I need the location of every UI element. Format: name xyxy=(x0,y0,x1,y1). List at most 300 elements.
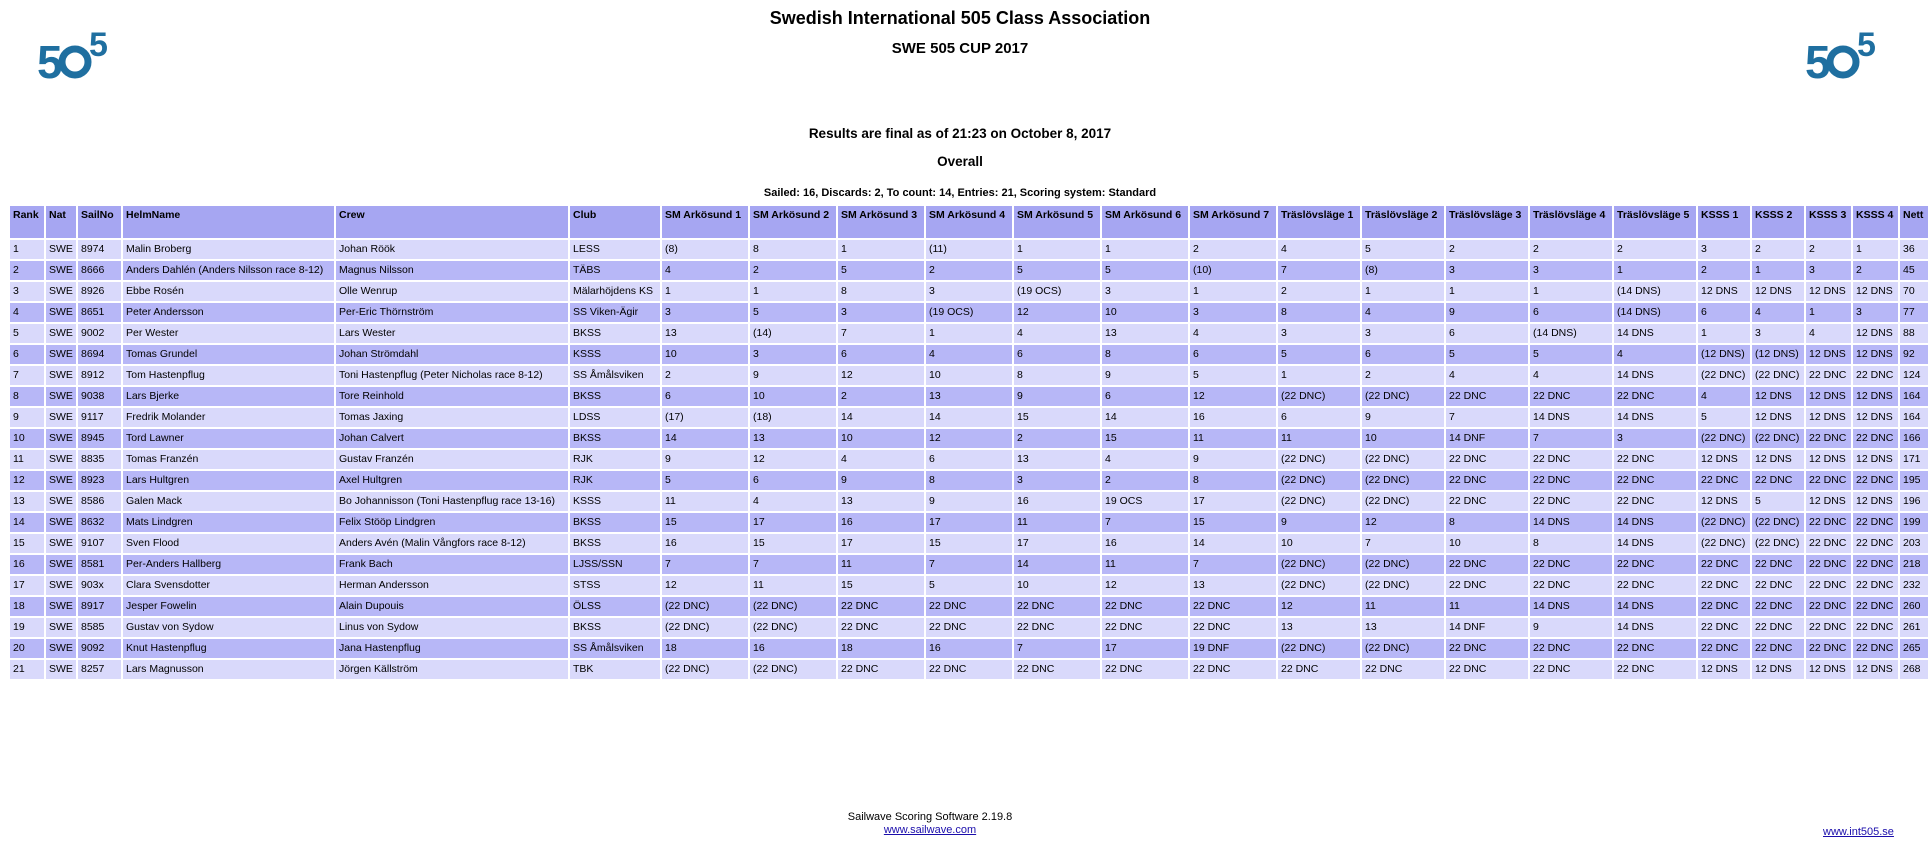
table-cell: 13 xyxy=(1278,618,1360,637)
table-cell: BKSS xyxy=(570,513,660,532)
table-cell: 22 DNC xyxy=(1190,660,1276,679)
table-cell: 8945 xyxy=(78,429,121,448)
table-cell: 7 xyxy=(1102,513,1188,532)
column-header: SM Arkösund 1 xyxy=(662,206,748,238)
table-cell: KSSS xyxy=(570,492,660,511)
table-cell: 77 xyxy=(1900,303,1928,322)
table-cell: 22 DNC xyxy=(1446,639,1528,658)
table-cell: 2 xyxy=(1446,240,1528,259)
table-cell: 22 DNC xyxy=(1278,660,1360,679)
table-cell: Per-Eric Thörnström xyxy=(336,303,568,322)
table-cell: 17 xyxy=(838,534,924,553)
table-cell: 17 xyxy=(1190,492,1276,511)
table-cell: 88 xyxy=(1900,324,1928,343)
table-cell: 14 DNS xyxy=(1530,513,1612,532)
table-cell: 5 xyxy=(10,324,44,343)
table-cell: 12 DNS xyxy=(1806,450,1851,469)
table-cell: 17 xyxy=(750,513,836,532)
table-cell: Lars Bjerke xyxy=(123,387,334,406)
table-cell: (11) xyxy=(926,240,1012,259)
table-cell: 22 DNC xyxy=(1614,576,1696,595)
table-cell: STSS xyxy=(570,576,660,595)
table-cell: (22 DNC) xyxy=(662,660,748,679)
table-cell: 13 xyxy=(838,492,924,511)
table-cell: 1 xyxy=(1190,282,1276,301)
table-cell: 8257 xyxy=(78,660,121,679)
table-cell: 3 xyxy=(1698,240,1750,259)
table-cell: 22 DNC xyxy=(1530,471,1612,490)
table-cell: (22 DNC) xyxy=(1698,366,1750,385)
table-cell: 17 xyxy=(1014,534,1100,553)
table-cell: 10 xyxy=(926,366,1012,385)
table-cell: 4 xyxy=(1362,303,1444,322)
table-cell: 203 xyxy=(1900,534,1928,553)
table-cell: 4 xyxy=(662,261,748,280)
table-cell: 16 xyxy=(1014,492,1100,511)
table-cell: (22 DNC) xyxy=(750,660,836,679)
table-row xyxy=(10,576,1928,595)
column-header: Club xyxy=(570,206,660,238)
table-cell: (8) xyxy=(1362,261,1444,280)
table-cell: 70 xyxy=(1900,282,1928,301)
svg-text:5: 5 xyxy=(1805,36,1831,88)
table-cell: 2 xyxy=(1614,240,1696,259)
table-cell: 22 DNC xyxy=(1530,576,1612,595)
table-cell: 19 xyxy=(10,618,44,637)
column-header: Träslövsläge 1 xyxy=(1278,206,1360,238)
table-cell: 20 xyxy=(10,639,44,658)
column-header: Nett xyxy=(1900,206,1928,238)
table-cell: 8974 xyxy=(78,240,121,259)
table-row xyxy=(10,513,1928,532)
table-cell: Olle Wenrup xyxy=(336,282,568,301)
table-cell: 22 DNC xyxy=(1752,555,1804,574)
column-header: KSSS 1 xyxy=(1698,206,1750,238)
table-cell: Herman Andersson xyxy=(336,576,568,595)
table-cell: (12 DNS) xyxy=(1698,345,1750,364)
table-cell: (22 DNC) xyxy=(1278,450,1360,469)
table-cell: 5 xyxy=(1698,408,1750,427)
table-cell: 16 xyxy=(10,555,44,574)
table-cell: 14 DNS xyxy=(1614,513,1696,532)
table-cell: 11 xyxy=(1362,597,1444,616)
table-cell: 22 DNC xyxy=(1752,471,1804,490)
table-cell: 2 xyxy=(1362,366,1444,385)
table-cell: (22 DNC) xyxy=(662,597,748,616)
table-cell: Anders Dahlén (Anders Nilsson race 8-12) xyxy=(123,261,334,280)
table-cell: SS Åmålsviken xyxy=(570,366,660,385)
table-cell: 5 xyxy=(926,576,1012,595)
table-cell: SWE xyxy=(46,639,76,658)
table-cell: 10 xyxy=(838,429,924,448)
table-cell: 7 xyxy=(662,555,748,574)
table-cell: (22 DNC) xyxy=(1278,576,1360,595)
table-cell: 14 DNF xyxy=(1446,429,1528,448)
table-cell: 2 xyxy=(838,387,924,406)
table-row xyxy=(10,366,1928,385)
table-cell: 3 xyxy=(662,303,748,322)
svg-text:5: 5 xyxy=(37,36,63,88)
table-cell: 9117 xyxy=(78,408,121,427)
table-cell: (22 DNC) xyxy=(750,618,836,637)
table-cell: 6 xyxy=(10,345,44,364)
table-cell: 171 xyxy=(1900,450,1928,469)
table-cell: 2 xyxy=(1190,240,1276,259)
table-cell: 1 xyxy=(926,324,1012,343)
table-cell: 22 DNC xyxy=(838,597,924,616)
table-cell: RJK xyxy=(570,471,660,490)
table-cell: (12 DNS) xyxy=(1752,345,1804,364)
table-cell: Johan Calvert xyxy=(336,429,568,448)
table-cell: 12 xyxy=(1014,303,1100,322)
table-cell: Felix Stööp Lindgren xyxy=(336,513,568,532)
table-cell: 15 xyxy=(926,534,1012,553)
table-cell: 22 DNC xyxy=(1853,597,1898,616)
table-cell: 14 DNS xyxy=(1614,324,1696,343)
table-cell: 6 xyxy=(1530,303,1612,322)
table-cell: 5 xyxy=(1014,261,1100,280)
table-cell: 1 xyxy=(1014,240,1100,259)
table-cell: 22 DNC xyxy=(838,660,924,679)
table-cell: 12 DNS xyxy=(1698,492,1750,511)
table-cell: 22 DNC xyxy=(1853,513,1898,532)
table-cell: 12 DNS xyxy=(1853,450,1898,469)
table-cell: 11 xyxy=(1278,429,1360,448)
column-header: SM Arkösund 6 xyxy=(1102,206,1188,238)
table-cell: 17 xyxy=(926,513,1012,532)
table-cell: 1 xyxy=(10,240,44,259)
table-cell: 12 DNS xyxy=(1806,282,1851,301)
table-cell: (22 DNC) xyxy=(1752,429,1804,448)
results-group: Overall xyxy=(937,154,983,169)
table-cell: 14 DNS xyxy=(1614,534,1696,553)
table-cell: Mats Lindgren xyxy=(123,513,334,532)
table-cell: 8666 xyxy=(78,261,121,280)
table-cell: 13 xyxy=(1014,450,1100,469)
table-cell: 22 DNC xyxy=(1853,366,1898,385)
table-cell: 7 xyxy=(1278,261,1360,280)
table-cell: 4 xyxy=(1102,450,1188,469)
table-cell: 22 DNC xyxy=(1853,534,1898,553)
table-cell: 22 DNC xyxy=(1362,660,1444,679)
table-cell: Tom Hastenpflug xyxy=(123,366,334,385)
table-cell: Johan Strömdahl xyxy=(336,345,568,364)
table-cell: 12 DNS xyxy=(1752,282,1804,301)
table-cell: 8632 xyxy=(78,513,121,532)
table-cell: 22 DNC xyxy=(1614,471,1696,490)
table-row xyxy=(10,618,1928,637)
table-cell: 13 xyxy=(1362,618,1444,637)
table-cell: 22 DNC xyxy=(1530,639,1612,658)
table-cell: 3 xyxy=(1014,471,1100,490)
table-cell: Tomas Franzén xyxy=(123,450,334,469)
table-cell: 1 xyxy=(1853,240,1898,259)
column-header: SM Arkösund 2 xyxy=(750,206,836,238)
table-cell: (8) xyxy=(662,240,748,259)
table-cell: 16 xyxy=(750,639,836,658)
table-cell: 10 xyxy=(1102,303,1188,322)
table-cell: 4 xyxy=(1530,366,1612,385)
table-cell: 6 xyxy=(662,387,748,406)
table-cell: 36 xyxy=(1900,240,1928,259)
table-cell: 22 DNC xyxy=(1698,597,1750,616)
table-cell: 22 DNC xyxy=(1014,660,1100,679)
page-title: Swedish International 505 Class Association xyxy=(769,8,1151,28)
table-cell: 1 xyxy=(1530,282,1612,301)
table-cell: (22 DNC) xyxy=(1278,387,1360,406)
table-cell: 3 xyxy=(1190,303,1276,322)
table-cell: 7 xyxy=(1362,534,1444,553)
table-cell: BKSS xyxy=(570,324,660,343)
table-cell: 9 xyxy=(1362,408,1444,427)
table-cell: SWE xyxy=(46,471,76,490)
table-row xyxy=(10,492,1928,511)
table-cell: Anders Avén (Malin Vångfors race 8-12) xyxy=(336,534,568,553)
table-cell: (22 DNC) xyxy=(1362,639,1444,658)
table-cell: 12 DNS xyxy=(1752,660,1804,679)
table-cell: Axel Hultgren xyxy=(336,471,568,490)
column-header: KSSS 3 xyxy=(1806,206,1851,238)
table-cell: SWE xyxy=(46,492,76,511)
table-cell: 6 xyxy=(750,471,836,490)
table-cell: SWE xyxy=(46,408,76,427)
table-cell: LDSS xyxy=(570,408,660,427)
table-cell: 22 DNC xyxy=(1853,429,1898,448)
table-cell: 8581 xyxy=(78,555,121,574)
table-row xyxy=(10,387,1928,406)
table-cell: 9 xyxy=(750,366,836,385)
table-cell: SWE xyxy=(46,345,76,364)
table-cell: 22 DNC xyxy=(1530,660,1612,679)
table-cell: 12 xyxy=(1278,597,1360,616)
table-cell: 14 DNS xyxy=(1614,408,1696,427)
table-cell: 22 DNC xyxy=(838,618,924,637)
table-cell: 4 xyxy=(10,303,44,322)
table-cell: Gustav Franzén xyxy=(336,450,568,469)
table-cell: 7 xyxy=(750,555,836,574)
table-cell: 12 xyxy=(926,429,1012,448)
svg-text:5: 5 xyxy=(89,26,108,64)
table-cell: 12 DNS xyxy=(1698,282,1750,301)
table-row xyxy=(10,282,1928,301)
table-cell: 12 DNS xyxy=(1806,492,1851,511)
table-cell: 12 DNS xyxy=(1853,282,1898,301)
table-cell: 16 xyxy=(1102,534,1188,553)
table-cell: 1 xyxy=(1102,240,1188,259)
table-cell: (22 DNC) xyxy=(1278,471,1360,490)
table-cell: 4 xyxy=(1752,303,1804,322)
table-cell: 8 xyxy=(838,282,924,301)
table-cell: (14) xyxy=(750,324,836,343)
table-cell: Mälarhöjdens KS xyxy=(570,282,660,301)
table-cell: 8926 xyxy=(78,282,121,301)
table-cell: 16 xyxy=(926,639,1012,658)
table-cell: 265 xyxy=(1900,639,1928,658)
table-cell: 8912 xyxy=(78,366,121,385)
sailwave-link[interactable]: www.sailwave.com xyxy=(883,824,977,836)
table-cell: 8923 xyxy=(78,471,121,490)
table-cell: 1 xyxy=(1614,261,1696,280)
table-cell: 3 xyxy=(10,282,44,301)
table-cell: 9 xyxy=(10,408,44,427)
table-cell: 6 xyxy=(1446,324,1528,343)
table-cell: 22 DNC xyxy=(926,660,1012,679)
table-cell: 5 xyxy=(1752,492,1804,511)
table-cell: 10 xyxy=(1014,576,1100,595)
table-cell: 12 xyxy=(1190,387,1276,406)
table-cell: (14 DNS) xyxy=(1530,324,1612,343)
table-cell: 19 OCS xyxy=(1102,492,1188,511)
table-cell: SS Åmålsviken xyxy=(570,639,660,658)
table-cell: 7 xyxy=(10,366,44,385)
table-cell: (22 DNC) xyxy=(662,618,748,637)
table-cell: 7 xyxy=(926,555,1012,574)
table-cell: 12 DNS xyxy=(1752,387,1804,406)
table-cell: 8694 xyxy=(78,345,121,364)
column-header: Träslövsläge 5 xyxy=(1614,206,1696,238)
table-cell: 3 xyxy=(750,345,836,364)
table-cell: 12 DNS xyxy=(1752,408,1804,427)
table-cell: 5 xyxy=(1530,345,1612,364)
table-cell: 6 xyxy=(1102,387,1188,406)
table-cell: 14 DNF xyxy=(1446,618,1528,637)
table-cell: 1 xyxy=(1752,261,1804,280)
table-cell: 4 xyxy=(1014,324,1100,343)
table-cell: Ebbe Rosén xyxy=(123,282,334,301)
table-cell: SWE xyxy=(46,303,76,322)
table-cell: 22 DNC xyxy=(1190,597,1276,616)
table-cell: 2 xyxy=(750,261,836,280)
table-cell: 9 xyxy=(926,492,1012,511)
table-cell: 12 DNS xyxy=(1853,408,1898,427)
table-cell: 22 DNC xyxy=(1853,555,1898,574)
table-cell: 22 DNC xyxy=(1806,618,1851,637)
table-cell: 22 DNC xyxy=(1446,492,1528,511)
table-cell: 3 xyxy=(1530,261,1612,280)
table-cell: 14 DNS xyxy=(1614,366,1696,385)
column-header: KSSS 4 xyxy=(1853,206,1898,238)
table-cell: Jesper Fowelin xyxy=(123,597,334,616)
table-cell: SWE xyxy=(46,555,76,574)
table-cell: 22 DNC xyxy=(1806,366,1851,385)
table-cell: Tomas Grundel xyxy=(123,345,334,364)
table-cell: SWE xyxy=(46,387,76,406)
table-cell: 4 xyxy=(1446,366,1528,385)
table-cell: BKSS xyxy=(570,618,660,637)
table-cell: 22 DNC xyxy=(1614,660,1696,679)
table-cell: 260 xyxy=(1900,597,1928,616)
table-cell: 7 xyxy=(838,324,924,343)
table-cell: (10) xyxy=(1190,261,1276,280)
table-row xyxy=(10,240,1928,259)
table-cell: 8 xyxy=(10,387,44,406)
table-cell: ÖLSS xyxy=(570,597,660,616)
table-cell: 3 xyxy=(1806,261,1851,280)
svg-text:5: 5 xyxy=(1857,26,1876,64)
column-header: SM Arkösund 4 xyxy=(926,206,1012,238)
table-cell: (22 DNC) xyxy=(1278,639,1360,658)
table-cell: 5 xyxy=(1362,240,1444,259)
table-cell: 22 DNC xyxy=(926,597,1012,616)
table-cell: 12 DNS xyxy=(1806,660,1851,679)
table-cell: Peter Andersson xyxy=(123,303,334,322)
table-cell: 16 xyxy=(838,513,924,532)
table-cell: 15 xyxy=(1190,513,1276,532)
table-cell: 14 DNS xyxy=(1614,618,1696,637)
table-cell: 18 xyxy=(10,597,44,616)
table-cell: Jana Hastenpflug xyxy=(336,639,568,658)
table-cell: (22 DNC) xyxy=(1362,555,1444,574)
table-cell: 8 xyxy=(1446,513,1528,532)
table-cell: 15 xyxy=(662,513,748,532)
table-row xyxy=(10,639,1928,658)
column-header: Träslövsläge 2 xyxy=(1362,206,1444,238)
table-cell: 13 xyxy=(10,492,44,511)
table-cell: 22 DNC xyxy=(1698,639,1750,658)
table-cell: 22 DNC xyxy=(1806,513,1851,532)
table-cell: 10 xyxy=(662,345,748,364)
table-row xyxy=(10,429,1928,448)
table-cell: (19 OCS) xyxy=(1014,282,1100,301)
table-cell: 2 xyxy=(926,261,1012,280)
table-cell: 22 DNC xyxy=(1530,450,1612,469)
table-cell: KSSS xyxy=(570,345,660,364)
table-cell: 15 xyxy=(1102,429,1188,448)
column-header: SM Arkösund 3 xyxy=(838,206,924,238)
table-cell: 22 DNC xyxy=(1853,639,1898,658)
table-cell: 8586 xyxy=(78,492,121,511)
table-cell: (22 DNC) xyxy=(1698,429,1750,448)
footer xyxy=(0,811,1860,837)
table-cell: (22 DNC) xyxy=(1362,576,1444,595)
table-cell: 8 xyxy=(1190,471,1276,490)
table-cell: (22 DNC) xyxy=(1278,555,1360,574)
table-cell: 9038 xyxy=(78,387,121,406)
table-cell: (14 DNS) xyxy=(1614,282,1696,301)
table-cell: 2 xyxy=(1853,261,1898,280)
table-cell: 5 xyxy=(1446,345,1528,364)
int505-link[interactable]: www.int505.se xyxy=(1823,826,1894,838)
table-cell: 13 xyxy=(662,324,748,343)
table-row xyxy=(10,324,1928,343)
table-cell: 22 DNC xyxy=(1752,576,1804,595)
table-cell: (22 DNC) xyxy=(1362,450,1444,469)
table-cell: 3 xyxy=(1362,324,1444,343)
table-cell: (14 DNS) xyxy=(1614,303,1696,322)
table-cell: Tore Reinhold xyxy=(336,387,568,406)
table-cell: Gustav von Sydow xyxy=(123,618,334,637)
table-cell: 199 xyxy=(1900,513,1928,532)
table-cell: 14 xyxy=(10,513,44,532)
table-cell: 22 DNC xyxy=(1102,660,1188,679)
table-cell: 22 DNC xyxy=(1190,618,1276,637)
table-cell: 2 xyxy=(1752,240,1804,259)
table-cell: 7 xyxy=(1530,429,1612,448)
table-cell: 22 DNC xyxy=(1698,555,1750,574)
table-cell: 22 DNC xyxy=(1806,639,1851,658)
table-cell: Linus von Sydow xyxy=(336,618,568,637)
table-row xyxy=(10,450,1928,469)
table-cell: Lars Hultgren xyxy=(123,471,334,490)
table-cell: 22 DNC xyxy=(1446,555,1528,574)
table-cell: SWE xyxy=(46,282,76,301)
table-cell: 11 xyxy=(1446,597,1528,616)
table-cell: (22 DNC) xyxy=(750,597,836,616)
table-cell: 4 xyxy=(750,492,836,511)
table-cell: 22 DNC xyxy=(1102,618,1188,637)
table-cell: 5 xyxy=(1190,366,1276,385)
table-cell: 12 DNS xyxy=(1853,492,1898,511)
